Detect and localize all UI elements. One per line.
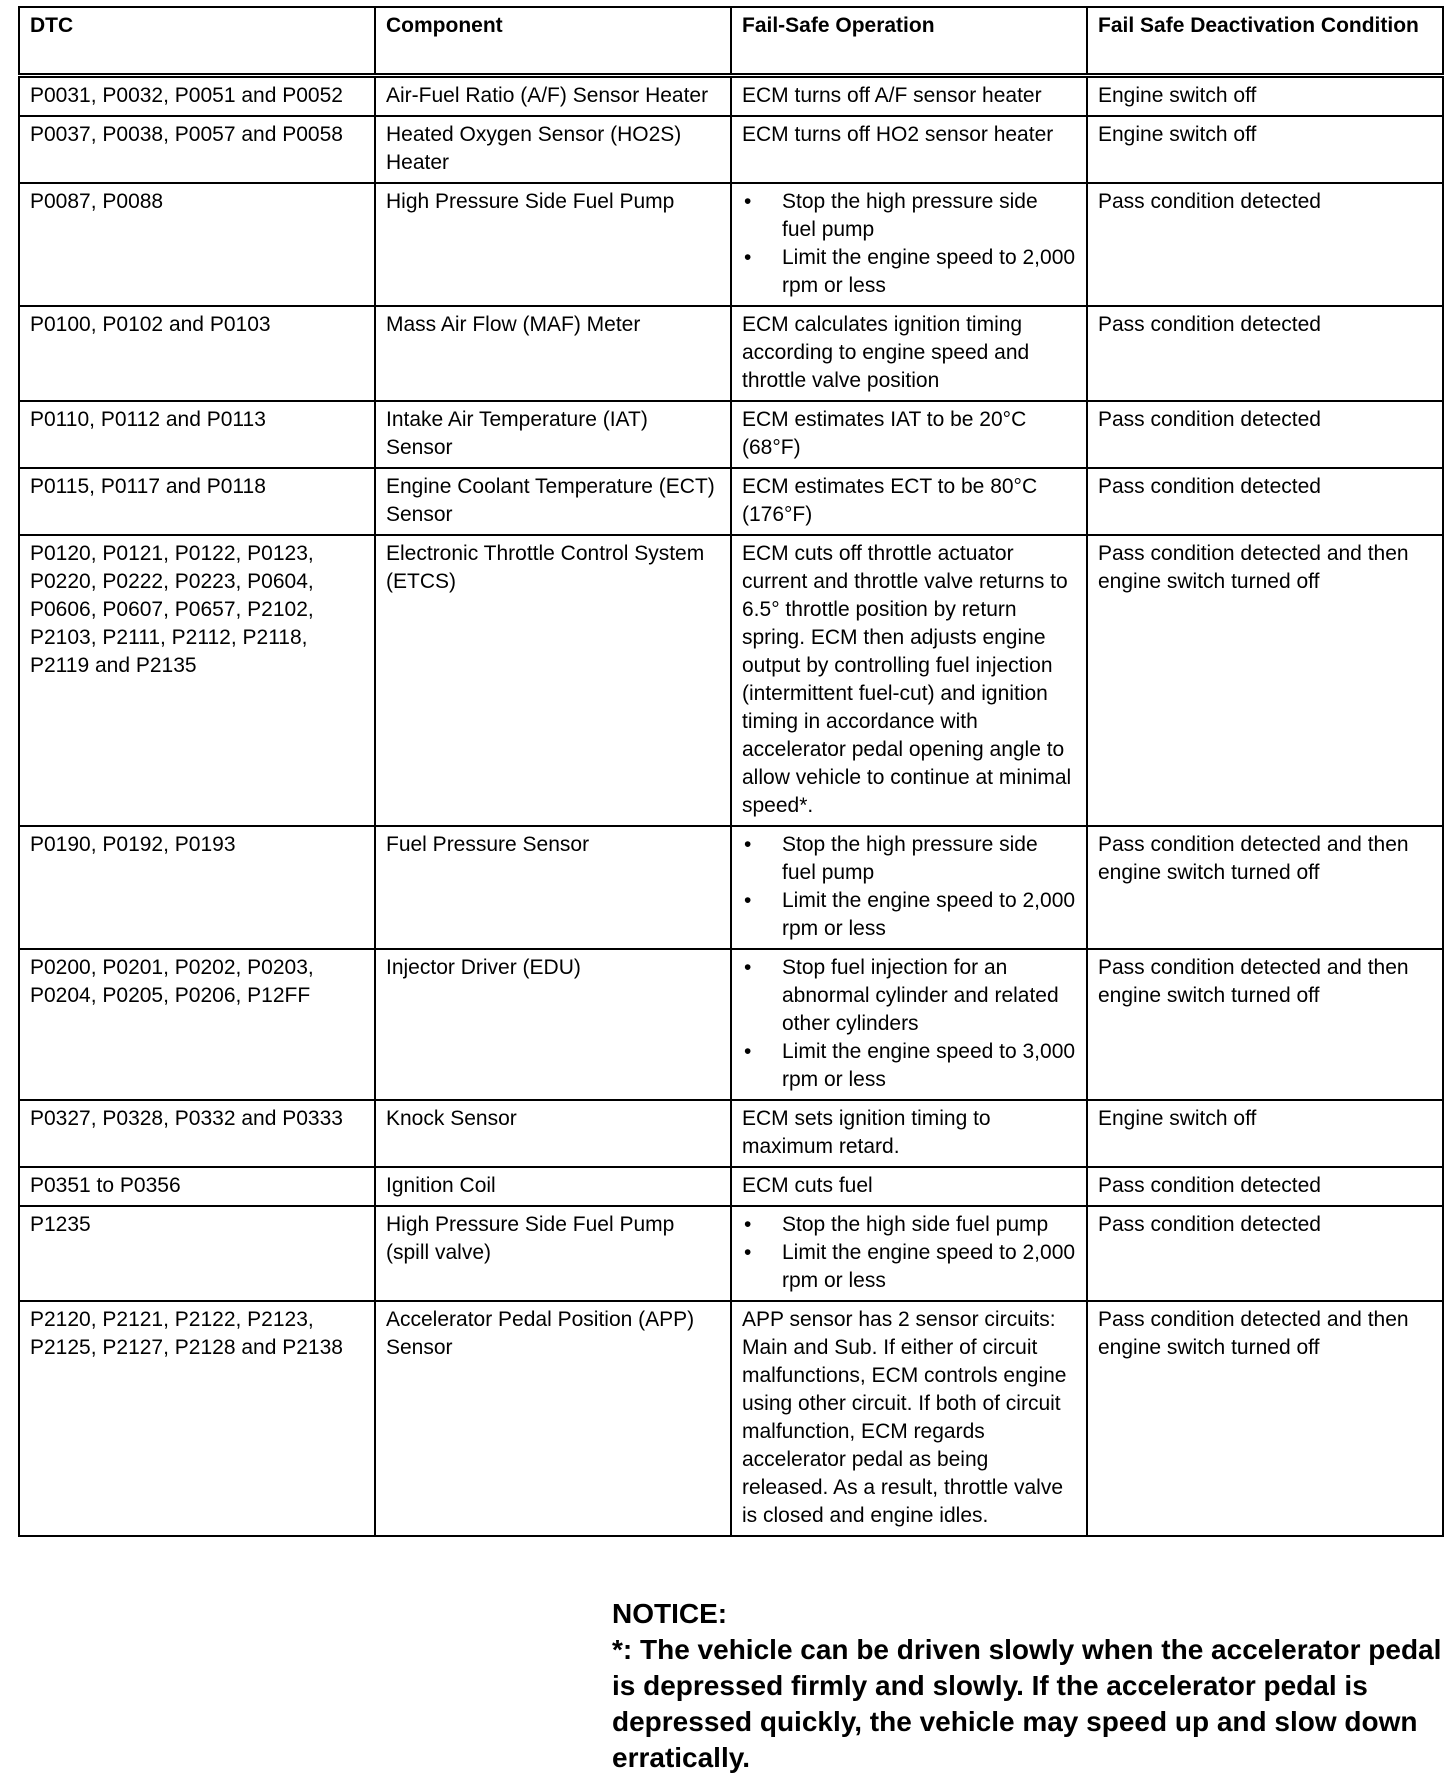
cell-component: Knock Sensor [375,1100,731,1167]
table-row [19,116,1443,183]
table-row [19,535,1443,826]
table-row [19,75,1443,116]
cell-dtc: P0327, P0328, P0332 and P0333 [19,1100,375,1167]
table-row [19,1167,1443,1206]
table-row [19,401,1443,468]
cell-dtc: P0351 to P0356 [19,1167,375,1206]
cell-deactivation: Engine switch off [1087,116,1443,183]
table-row [19,1206,1443,1301]
cell-component: Intake Air Temperature (IAT) Sensor [375,401,731,468]
cell-operation [731,183,1087,306]
header-component: Component [375,7,731,75]
operation-list [742,831,1076,943]
list-item [742,1239,1076,1295]
cell-deactivation: Engine switch off [1087,1100,1443,1167]
operation-list [742,188,1076,300]
cell-component: Ignition Coil [375,1167,731,1206]
bullet-icon: • [744,245,752,269]
cell-dtc: P0190, P0192, P0193 [19,826,375,949]
table-row [19,468,1443,535]
list-item [742,887,1076,943]
cell-component: Engine Coolant Temperature (ECT) Sensor [375,468,731,535]
cell-component: Injector Driver (EDU) [375,949,731,1100]
list-item [742,244,1076,300]
table-row [19,1301,1443,1536]
cell-operation: ECM cuts fuel [731,1167,1087,1206]
notice-text: *: The vehicle can be driven slowly when the accelerator pedal is depressed firmly and slowly. If the accelerator pedal is depressed quickly, the vehicle may speed up and slow down erratically. [612,1634,1442,1773]
cell-deactivation: Engine switch off [1087,75,1443,116]
cell-deactivation: Pass condition detected [1087,468,1443,535]
cell-deactivation: Pass condition detected [1087,401,1443,468]
table-row [19,826,1443,949]
cell-operation: ECM calculates ignition timing according to engine speed and throttle valve position [731,306,1087,401]
list-item-text: Limit the engine speed to 3,000 rpm or less [782,1039,1076,1091]
cell-deactivation: Pass condition detected [1087,1206,1443,1301]
cell-component: Fuel Pressure Sensor [375,826,731,949]
table-row [19,1100,1443,1167]
cell-dtc: P0200, P0201, P0202, P0203, P0204, P0205, P0206, P12FF [19,949,375,1100]
list-item-text: Stop the high pressure side fuel pump [782,832,1038,884]
cell-operation: ECM turns off HO2 sensor heater [731,116,1087,183]
list-item [742,188,1076,244]
operation-list [742,1211,1076,1295]
cell-dtc: P0100, P0102 and P0103 [19,306,375,401]
cell-component: Air-Fuel Ratio (A/F) Sensor Heater [375,75,731,116]
cell-dtc: P0120, P0121, P0122, P0123, P0220, P0222, P0223, P0604, P0606, P0607, P0657, P2102, P2103, P2111, P2112, P2118, P2119 and P2135 [19,535,375,826]
table-header-row [19,7,1443,75]
list-item-text: Stop the high pressure side fuel pump [782,189,1038,241]
cell-operation [731,1206,1087,1301]
cell-operation: ECM cuts off throttle actuator current and throttle valve returns to 6.5° throttle position by return spring. ECM then adjusts engine output by controlling fuel injection (intermittent fuel-cut) and ignition timing in accordance with accelerator pedal opening angle to allow vehicle to continue at minimal speed*. [731,535,1087,826]
cell-deactivation: Pass condition detected and then engine switch turned off [1087,535,1443,826]
list-item [742,954,1076,1038]
cell-component: High Pressure Side Fuel Pump [375,183,731,306]
bullet-icon: • [744,888,752,912]
list-item [742,831,1076,887]
table-body [19,75,1443,1536]
list-item-text: Limit the engine speed to 2,000 rpm or less [782,1240,1076,1292]
list-item [742,1038,1076,1094]
bullet-icon: • [744,955,752,979]
list-item-text: Stop fuel injection for an abnormal cylinder and related other cylinders [782,955,1059,1035]
cell-deactivation: Pass condition detected and then engine switch turned off [1087,1301,1443,1536]
header-operation: Fail-Safe Operation [731,7,1087,75]
cell-component: Accelerator Pedal Position (APP) Sensor [375,1301,731,1536]
cell-dtc: P2120, P2121, P2122, P2123, P2125, P2127, P2128 and P2138 [19,1301,375,1536]
cell-component: Mass Air Flow (MAF) Meter [375,306,731,401]
operation-list [742,954,1076,1094]
cell-component: High Pressure Side Fuel Pump (spill valve) [375,1206,731,1301]
notice-block [612,1596,1442,1776]
cell-dtc: P0087, P0088 [19,183,375,306]
cell-operation [731,826,1087,949]
list-item-text: Limit the engine speed to 2,000 rpm or less [782,245,1076,297]
failsafe-table [18,6,1444,1537]
table-row [19,306,1443,401]
cell-deactivation: Pass condition detected [1087,1167,1443,1206]
cell-dtc: P0037, P0038, P0057 and P0058 [19,116,375,183]
notice-title: NOTICE: [612,1598,728,1629]
table-row [19,183,1443,306]
cell-operation: ECM sets ignition timing to maximum retard. [731,1100,1087,1167]
bullet-icon: • [744,1039,752,1063]
cell-dtc: P0115, P0117 and P0118 [19,468,375,535]
cell-deactivation: Pass condition detected [1087,306,1443,401]
list-item-text: Stop the high side fuel pump [782,1212,1049,1236]
cell-operation [731,949,1087,1100]
cell-deactivation: Pass condition detected and then engine switch turned off [1087,826,1443,949]
cell-operation: ECM turns off A/F sensor heater [731,75,1087,116]
bullet-icon: • [744,1240,752,1264]
cell-component: Electronic Throttle Control System (ETCS) [375,535,731,826]
bullet-icon: • [744,189,752,213]
cell-dtc: P1235 [19,1206,375,1301]
cell-operation: APP sensor has 2 sensor circuits: Main and Sub. If either of circuit malfunctions, ECM controls engine using other circuit. If both of circuit malfunction, ECM regards accelerator pedal as being released. As a result, throttle valve is closed and engine idles. [731,1301,1087,1536]
cell-operation: ECM estimates ECT to be 80°C (176°F) [731,468,1087,535]
cell-component: Heated Oxygen Sensor (HO2S) Heater [375,116,731,183]
cell-dtc: P0031, P0032, P0051 and P0052 [19,75,375,116]
header-dtc: DTC [19,7,375,75]
list-item-text: Limit the engine speed to 2,000 rpm or less [782,888,1076,940]
failsafe-table-container [18,6,1442,1537]
cell-dtc: P0110, P0112 and P0113 [19,401,375,468]
cell-deactivation: Pass condition detected and then engine switch turned off [1087,949,1443,1100]
bullet-icon: • [744,832,752,856]
bullet-icon: • [744,1212,752,1236]
list-item [742,1211,1076,1239]
header-deactivation: Fail Safe Deactivation Condition [1087,7,1443,75]
cell-deactivation: Pass condition detected [1087,183,1443,306]
cell-operation: ECM estimates IAT to be 20°C (68°F) [731,401,1087,468]
table-row [19,949,1443,1100]
